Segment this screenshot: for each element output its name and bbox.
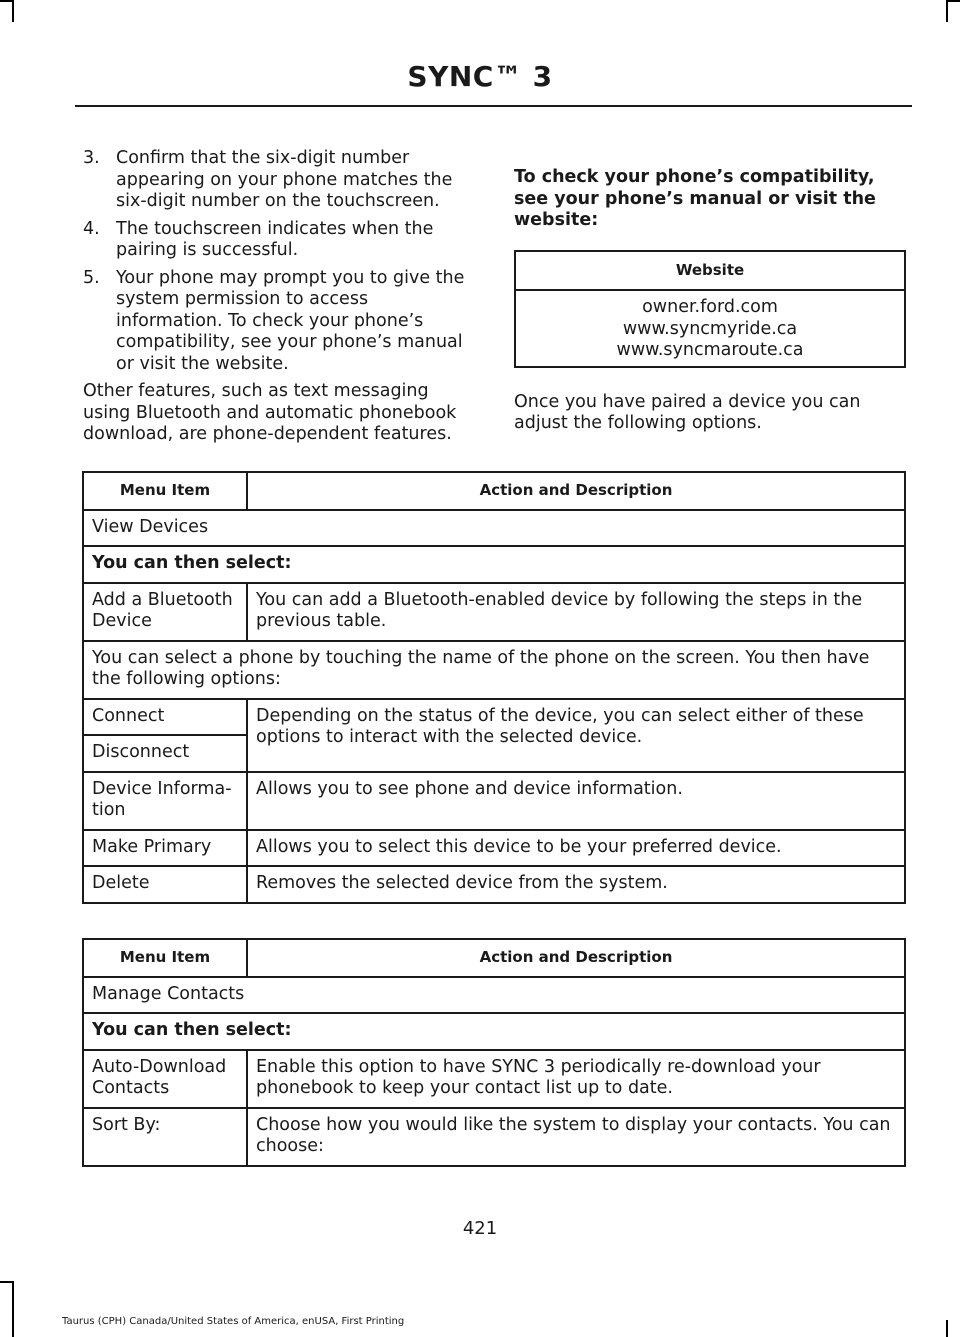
header-divider	[75, 105, 912, 107]
website-table	[514, 250, 906, 368]
crop-mark	[948, 0, 960, 2]
step-number: 4.	[83, 218, 100, 239]
right-column	[514, 167, 906, 435]
connect-description: Depending on the status of the device, you can select either of these options to interact with the selected device.	[247, 699, 905, 772]
crop-mark	[12, 1281, 14, 1337]
sort-by-description: Choose how you would like the system to display your contacts. You can choose:	[247, 1108, 905, 1166]
step-3	[83, 148, 475, 213]
connect-item: Connect	[83, 699, 247, 736]
website-list	[515, 290, 905, 367]
step-number: 3.	[83, 148, 100, 168]
crop-mark	[946, 1320, 948, 1337]
add-device-description: You can add a Bluetooth-enabled device by following the steps in the previous table.	[247, 583, 905, 641]
make-primary-item: Make Primary	[83, 830, 247, 867]
footer-text: Taurus (CPH) Canada/United States of America, enUSA, First Printing	[62, 1316, 405, 1327]
phone-features-paragraph: Other features, such as text messaging using Bluetooth and automatic phonebook download, are phone-dependent features.	[83, 381, 457, 444]
view-devices-table	[82, 471, 906, 904]
crop-mark	[0, 0, 12, 2]
manage-contacts-section: Manage Contacts	[83, 977, 905, 1014]
then-select-label: You can then select:	[83, 1013, 905, 1050]
step-text: Confirm that the six-digit number appearing on your phone matches the six-digit number on the touchscreen.	[116, 148, 453, 211]
disconnect-item: Disconnect	[83, 735, 247, 772]
left-column	[83, 148, 475, 446]
website-link[interactable]: www.syncmaroute.ca	[616, 340, 804, 360]
add-device-item: Add a Bluetooth Device	[83, 583, 247, 641]
page-header-title: SYNC™ 3	[407, 60, 553, 93]
step-5	[83, 268, 475, 376]
crop-mark	[946, 0, 948, 22]
step-number: 5.	[83, 267, 100, 288]
step-text: Your phone may prompt you to give the system permission to access information. To check your phone’s compatibility, see your phone’s manual or visit the website.	[116, 267, 465, 374]
crop-mark	[12, 0, 14, 22]
menu-item-header: Menu Item	[83, 472, 247, 510]
step-4	[83, 219, 475, 262]
delete-description: Removes the selected device from the system.	[247, 866, 905, 903]
manage-contacts-table	[82, 938, 906, 1167]
action-description-header: Action and Description	[247, 939, 905, 977]
auto-download-description: Enable this option to have SYNC 3 periodically re-download your phonebook to keep your contact list up to date.	[247, 1050, 905, 1108]
device-information-description: Allows you to see phone and device information.	[247, 772, 905, 830]
menu-item-header: Menu Item	[83, 939, 247, 977]
paired-options-paragraph: Once you have paired a device you can adjust the following options.	[514, 391, 861, 433]
compatibility-heading: To check your phone’s compatibility, see your phone’s manual or visit the website:	[514, 167, 876, 230]
make-primary-description: Allows you to select this device to be your preferred device.	[247, 830, 905, 867]
sort-by-item: Sort By:	[83, 1108, 247, 1166]
auto-download-item: Auto-Download Contacts	[83, 1050, 247, 1108]
delete-item: Delete	[83, 866, 247, 903]
page-number: 421	[462, 1218, 498, 1239]
view-devices-section: View Devices	[83, 510, 905, 547]
action-description-header: Action and Description	[247, 472, 905, 510]
website-link[interactable]: www.syncmyride.ca	[622, 318, 798, 339]
then-select-label: You can then select:	[83, 546, 905, 583]
website-table-header: Website	[515, 251, 905, 291]
step-text: The touchscreen indicates when the pairing is successful.	[116, 218, 434, 260]
device-information-item: Device Informa- tion	[83, 772, 247, 830]
select-phone-note: You can select a phone by touching the name of the phone on the screen. You then have the following options:	[83, 641, 905, 699]
website-link[interactable]: owner.ford.com	[642, 297, 778, 317]
crop-mark	[0, 1281, 12, 1283]
